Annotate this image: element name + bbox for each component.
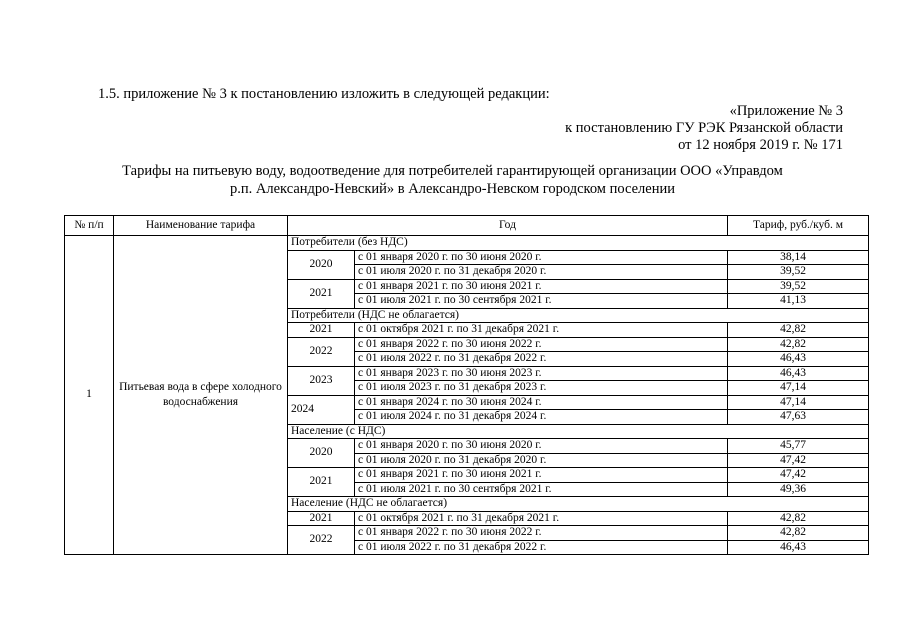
appendix-header [565, 103, 843, 154]
consumer-group-label: Население (с НДС) [288, 424, 869, 439]
header-year: Год [288, 216, 728, 236]
period-cell: с 01 января 2021 г. по 30 июня 2021 г. [355, 279, 728, 294]
tariff-value: 41,13 [728, 294, 869, 309]
appendix-line-1: «Приложение № 3 [729, 103, 843, 119]
header-num: № п/п [65, 216, 114, 236]
period-cell: с 01 января 2020 г. по 30 июня 2020 г. [355, 439, 728, 454]
year-cell: 2020 [288, 439, 355, 468]
tariff-value: 46,43 [728, 366, 869, 381]
tariff-value: 39,52 [728, 265, 869, 280]
year-cell: 2024 [288, 395, 355, 424]
year-cell: 2021 [288, 279, 355, 308]
appendix-line-3: от 12 ноября 2019 г. № 171 [678, 137, 843, 153]
period-cell: с 01 октября 2021 г. по 31 декабря 2021 г. [355, 511, 728, 526]
title-line-2: р.п. Александро-Невский» в Александро-Невском городском поселении [230, 181, 675, 197]
period-cell: с 01 июля 2021 г. по 30 сентября 2021 г. [355, 482, 728, 497]
tariff-value: 46,43 [728, 352, 869, 367]
period-cell: с 01 июля 2024 г. по 31 декабря 2024 г. [355, 410, 728, 425]
period-cell: с 01 января 2024 г. по 30 июня 2024 г. [355, 395, 728, 410]
year-cell: 2021 [288, 511, 355, 526]
table-header-row [65, 216, 869, 236]
consumer-group-label: Потребители (НДС не облагается) [288, 308, 869, 323]
period-cell: с 01 июля 2023 г. по 31 декабря 2023 г. [355, 381, 728, 396]
header-name: Наименование тарифа [114, 216, 288, 236]
tariff-value: 47,14 [728, 395, 869, 410]
year-cell: 2021 [288, 468, 355, 497]
period-cell: с 01 января 2020 г. по 30 июня 2020 г. [355, 250, 728, 265]
tariff-value: 38,14 [728, 250, 869, 265]
tariff-value: 42,82 [728, 337, 869, 352]
period-cell: с 01 июля 2021 г. по 30 сентября 2021 г. [355, 294, 728, 309]
tariff-name: Питьевая вода в сфере холодного водоснабжения [114, 236, 288, 555]
period-cell: с 01 октября 2021 г. по 31 декабря 2021 г. [355, 323, 728, 338]
appendix-line-2: к постановлению ГУ РЭК Рязанской области [565, 120, 843, 136]
row-number: 1 [65, 236, 114, 555]
tariff-value: 46,43 [728, 540, 869, 555]
header-tariff: Тариф, руб./куб. м [728, 216, 869, 236]
group-row [65, 236, 869, 251]
tariff-value: 47,63 [728, 410, 869, 425]
intro-paragraph: 1.5. приложение № 3 к постановлению изложить в следующей редакции: [98, 86, 550, 102]
title-line-1: Тарифы на питьевую воду, водоотведение для потребителей гарантирующей организации ООО «Управдом [122, 163, 783, 179]
period-cell: с 01 июля 2020 г. по 31 декабря 2020 г. [355, 453, 728, 468]
period-cell: с 01 января 2022 г. по 30 июня 2022 г. [355, 337, 728, 352]
tariff-value: 39,52 [728, 279, 869, 294]
tariff-value: 49,36 [728, 482, 869, 497]
period-cell: с 01 июля 2022 г. по 31 декабря 2022 г. [355, 540, 728, 555]
tariff-value: 47,42 [728, 453, 869, 468]
period-cell: с 01 января 2021 г. по 30 июня 2021 г. [355, 468, 728, 483]
year-cell: 2022 [288, 337, 355, 366]
tariff-value: 47,42 [728, 468, 869, 483]
tariff-value: 42,82 [728, 323, 869, 338]
period-cell: с 01 июля 2022 г. по 31 декабря 2022 г. [355, 352, 728, 367]
table-body [65, 236, 869, 555]
consumer-group-label: Потребители (без НДС) [288, 236, 869, 251]
period-cell: с 01 июля 2020 г. по 31 декабря 2020 г. [355, 265, 728, 280]
tariff-value: 45,77 [728, 439, 869, 454]
year-cell: 2020 [288, 250, 355, 279]
tariff-table [64, 215, 869, 555]
consumer-group-label: Население (НДС не облагается) [288, 497, 869, 512]
year-cell: 2023 [288, 366, 355, 395]
period-cell: с 01 января 2022 г. по 30 июня 2022 г. [355, 526, 728, 541]
year-cell: 2022 [288, 526, 355, 555]
tariff-value: 42,82 [728, 526, 869, 541]
year-cell: 2021 [288, 323, 355, 338]
document-title [90, 162, 815, 198]
tariff-value: 42,82 [728, 511, 869, 526]
tariff-value: 47,14 [728, 381, 869, 396]
period-cell: с 01 января 2023 г. по 30 июня 2023 г. [355, 366, 728, 381]
